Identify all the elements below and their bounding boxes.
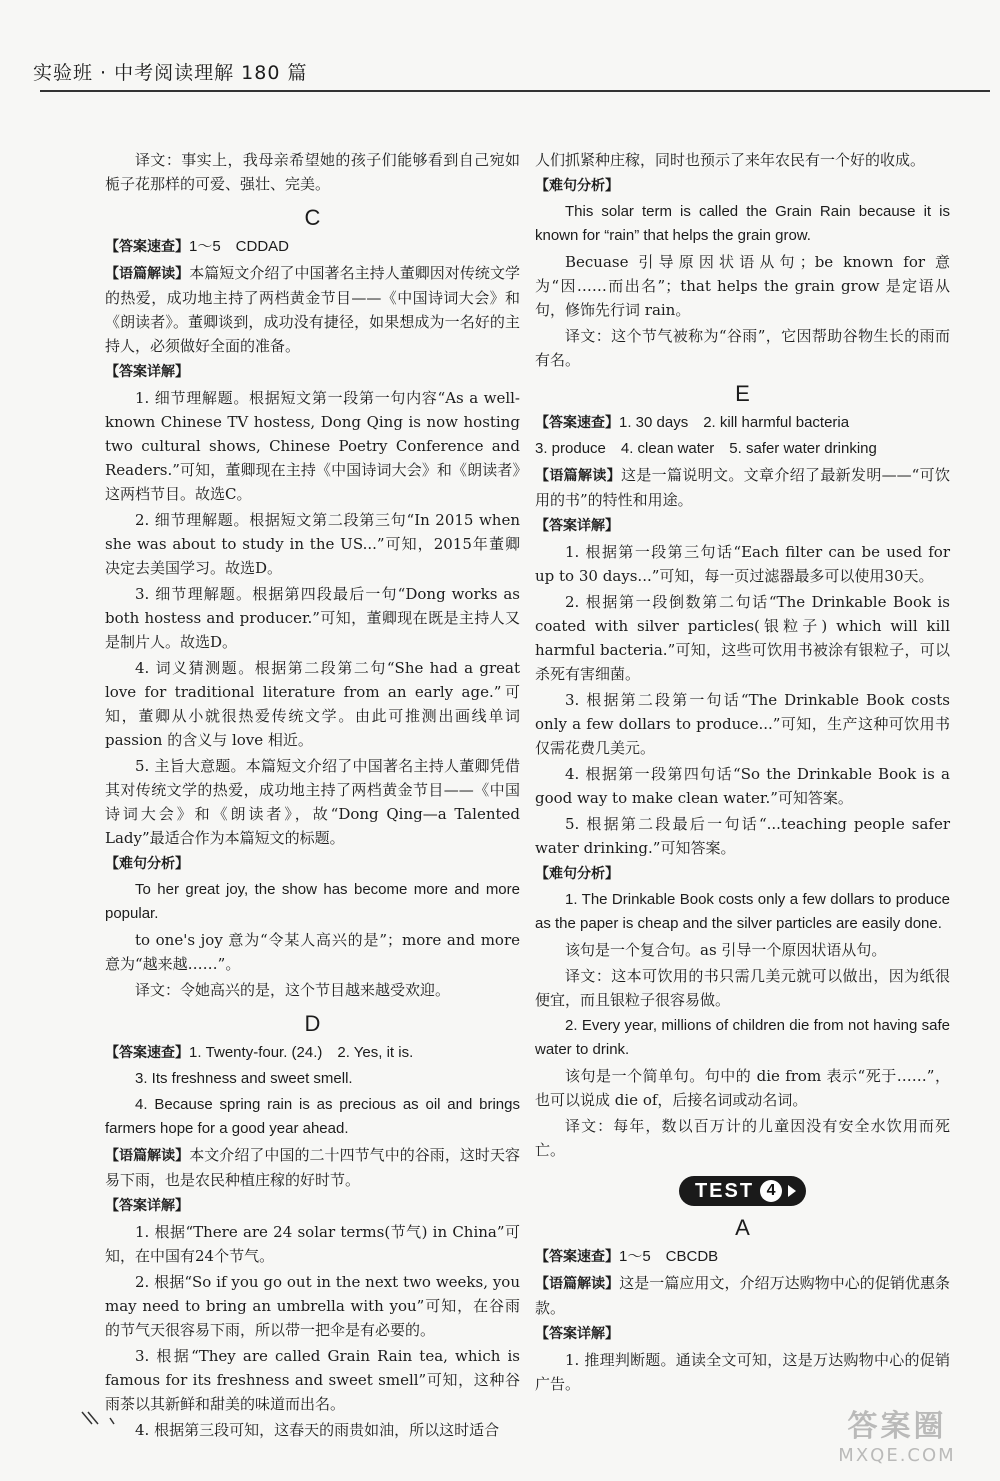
test-badge-wrap: [535, 1176, 950, 1206]
c-intro-translation: 译文：事实上，我母亲希望她的孩子们能够看到自己宛如栀子花那样的可爱、强壮、完美。: [105, 151, 520, 193]
c-answer-value: 1～5 CDDAD: [189, 238, 290, 255]
e-hard-sentence-2: 2. Every year, millions of children die from not having safe water to drink.: [535, 1017, 950, 1058]
test-number: 4: [760, 1180, 782, 1202]
a-detail-1: 1. 推理判断题。通读全文可知，这是万达购物中心的促销广告。: [535, 1351, 950, 1393]
d-hard-tag: 【难句分析】: [535, 178, 619, 194]
a-detail-tag: 【答案详解】: [535, 1326, 619, 1342]
c-detail-tag: 【答案详解】: [105, 364, 189, 380]
a-reading-tag: 【语篇解读】: [535, 1276, 620, 1292]
c-answer-key: [105, 234, 520, 259]
d-hard-note: Becuase 引导原因状语从句；be known for 意为“因……而出名”；that helps the grain grow 是定语从句，修饰先行词 rain。: [535, 253, 950, 319]
e-reading-tag: 【语篇解读】: [535, 468, 621, 484]
arrow-right-icon: [788, 1185, 796, 1197]
header-rule: [40, 90, 990, 92]
e-detail-2: 2. 根据第一段倒数第二句话“The Drinkable Book is coated with silver particles(银粒子) which will kill harmful bacteria.”可知，这些可饮用书被涂有银粒子，可以杀死有害细菌。: [535, 593, 950, 683]
e-answer-3-5: 3. produce 4. clean water 5. safer water drinking: [535, 440, 877, 457]
e-hard-note-1: 该句是一个复合句。as 引导一个原因状语从句。: [565, 941, 887, 959]
d-detail-4: 4. 根据第三段可知，这春天的雨贵如油，所以这时适合: [135, 1421, 500, 1439]
e-detail-3: 3. 根据第二段第一句话“The Drinkable Book costs only a few dollars to produce...”可知，生产这种可饮用书仅需花费几美元。: [535, 691, 950, 757]
section-heading-e: E: [735, 381, 750, 406]
watermark-text: 答案圈: [847, 1409, 947, 1444]
section-heading-c: C: [304, 205, 321, 230]
a-answer-key: [535, 1244, 950, 1269]
c-detail-3: 3. 细节理解题。根据第四段最后一句“Dong works as both hostess and producer.”可知，董卿现在既是主持人又是制片人。故选D。: [105, 585, 520, 651]
e-hard-note-2: 该句是一个简单句。句中的 die from 表示“死于……”，也可以说成 die of，后接名词或动名词。: [535, 1067, 950, 1109]
e-reading: [535, 463, 950, 512]
d-answer-1-2: 1. Twenty-four. (24.) 2. Yes, it is.: [189, 1044, 414, 1061]
e-detail-1: 1. 根据第一段第三句话“Each filter can be used for up to 30 days...”可知，每一页过滤器最多可以使用30天。: [535, 543, 950, 585]
e-detail-5: 5. 根据第二段最后一句话“...teaching people safer water drinking.”可知答案。: [535, 815, 950, 857]
e-hard-translation-1: 译文：这本可饮用的书只需几美元就可以做出，因为纸很便宜，而且银粒子很容易做。: [535, 967, 950, 1009]
a-reading: [535, 1271, 950, 1320]
e-answer-1-2: 1. 30 days 2. kill harmful bacteria: [619, 414, 850, 431]
c-detail-2: 2. 细节理解题。根据短文第二段第三句“In 2015 when she was about to study in the US...”可知，2015年董卿决定去美国学习。故选D。: [105, 511, 520, 577]
e-detail-tag: 【答案详解】: [535, 518, 619, 534]
d-answer-4: 4. Because spring rain is as precious as oil and brings farmers hope for a good year ahead.: [105, 1096, 520, 1137]
test-label: TEST: [694, 1180, 755, 1202]
section-heading-d: D: [304, 1011, 321, 1036]
d-reading-tag: 【语篇解读】: [105, 1148, 190, 1164]
c-detail-4: 4. 词义猜测题。根据第二段第二句“She had a great love for traditional literature from an early age.”可知，董卿从小就很热爱传统文学。由此可推测出画线单词 passion 的含义与 love 相近。: [105, 659, 520, 749]
a-answer-tag: 【答案速查】: [535, 1249, 619, 1265]
d-hard-translation: 译文：这个节气被称为“谷雨”，它因帮助谷物生长的雨而有名。: [535, 327, 950, 369]
c-reading: [105, 261, 520, 358]
c-hard-translation: 译文：令她高兴的是，这个节目越来越受欢迎。: [135, 981, 451, 999]
c-hard-tag: 【难句分析】: [105, 856, 189, 872]
left-column: [105, 148, 520, 1444]
d-reading-text: 本文介绍了中国的二十四节气中的谷雨，这时天容易下雨，也是农民种植庄稼的好时节。: [105, 1146, 520, 1189]
d-continuation: 人们抓紧种庄稼，同时也预示了来年农民有一个好的收成。: [535, 151, 926, 169]
running-header: 实验班 · 中考阅读理解 180 篇: [33, 62, 308, 84]
c-reading-tag: 【语篇解读】: [105, 266, 190, 282]
d-answer-tag: 【答案速查】: [105, 1045, 189, 1061]
e-answer-tag: 【答案速查】: [535, 415, 619, 431]
e-reading-text: 这是一篇说明文。文章介绍了最新发明——“可饮用的书”的特性和用途。: [535, 466, 950, 509]
test-badge: [679, 1176, 806, 1206]
a-answer-value: 1～5 CBCDB: [619, 1248, 719, 1265]
d-detail-tag: 【答案详解】: [105, 1198, 189, 1214]
e-detail-4: 4. 根据第一段第四句话“So the Drinkable Book is a good way to make clean water.”可知答案。: [535, 765, 950, 807]
c-reading-text: 本篇短文介绍了中国著名主持人董卿因对传统文学的热爱，成功地主持了两档黄金节目——《中国诗词大会》和《朗读者》。董卿谈到，成功没有捷径，如果想成为一名好的主持人，必须做好全面的准备。: [105, 264, 520, 355]
d-detail-2: 2. 根据“So if you go out in the next two weeks, you may need to bring an umbrella with you”可知，在谷雨的节气天很容易下雨，所以带一把伞是有必要的。: [105, 1273, 520, 1339]
c-hard-sentence: To her great joy, the show has become more and more popular.: [105, 881, 520, 922]
e-answer-key: [535, 410, 950, 435]
c-answer-tag: 【答案速查】: [105, 239, 189, 255]
d-answer-key: [105, 1040, 520, 1065]
d-detail-1: 1. 根据“There are 24 solar terms(节气) in China”可知，在中国有24个节气。: [105, 1223, 520, 1265]
d-detail-3: 3. 根据“They are called Grain Rain tea, which is famous for its freshness and sweet smell”可知，这种谷雨茶以其新鲜和甜美的味道而出名。: [105, 1347, 520, 1413]
d-reading: [105, 1143, 520, 1192]
c-detail-1: 1. 细节理解题。根据短文第一段第一句内容“As a well-known Chinese TV hostess, Dong Qing is now hosting two cultural shows, Chinese Poetry Conference and Readers.”可知，董卿现在主持《中国诗词大会》和《朗读者》这两档节目。故选C。: [105, 389, 520, 503]
watermark: [812, 1401, 982, 1467]
e-hard-tag: 【难句分析】: [535, 866, 619, 882]
right-column: [535, 148, 950, 1398]
a-reading-text: 这是一篇应用文，介绍万达购物中心的促销优惠条款。: [535, 1274, 950, 1317]
d-hard-sentence: This solar term is called the Grain Rain because it is known for “rain” that helps the grain grow.: [535, 203, 950, 244]
d-answer-3: 3. Its freshness and sweet smell.: [135, 1070, 353, 1087]
watermark-url: MXQE.COM: [838, 1445, 956, 1466]
c-detail-5: 5. 主旨大意题。本篇短文介绍了中国著名主持人董卿凭借其对传统文学的热爱，成功地主持了两档黄金节目——《中国诗词大会》和《朗读者》，故“Dong Qing—a Talented Lady”最适合作为本篇短文的标题。: [105, 757, 520, 847]
page-corner-mark-icon: [80, 1410, 120, 1426]
e-hard-sentence-1: 1. The Drinkable Book costs only a few dollars to produce as the paper is cheap and the silver particles are easily done.: [535, 891, 950, 932]
e-hard-translation-2: 译文：每年，数以百万计的儿童因没有安全水饮用而死亡。: [535, 1117, 950, 1159]
section-heading-a: A: [735, 1215, 750, 1240]
c-hard-note: to one's joy 意为“令某人高兴的是”；more and more 意为“越来越……”。: [105, 931, 520, 973]
